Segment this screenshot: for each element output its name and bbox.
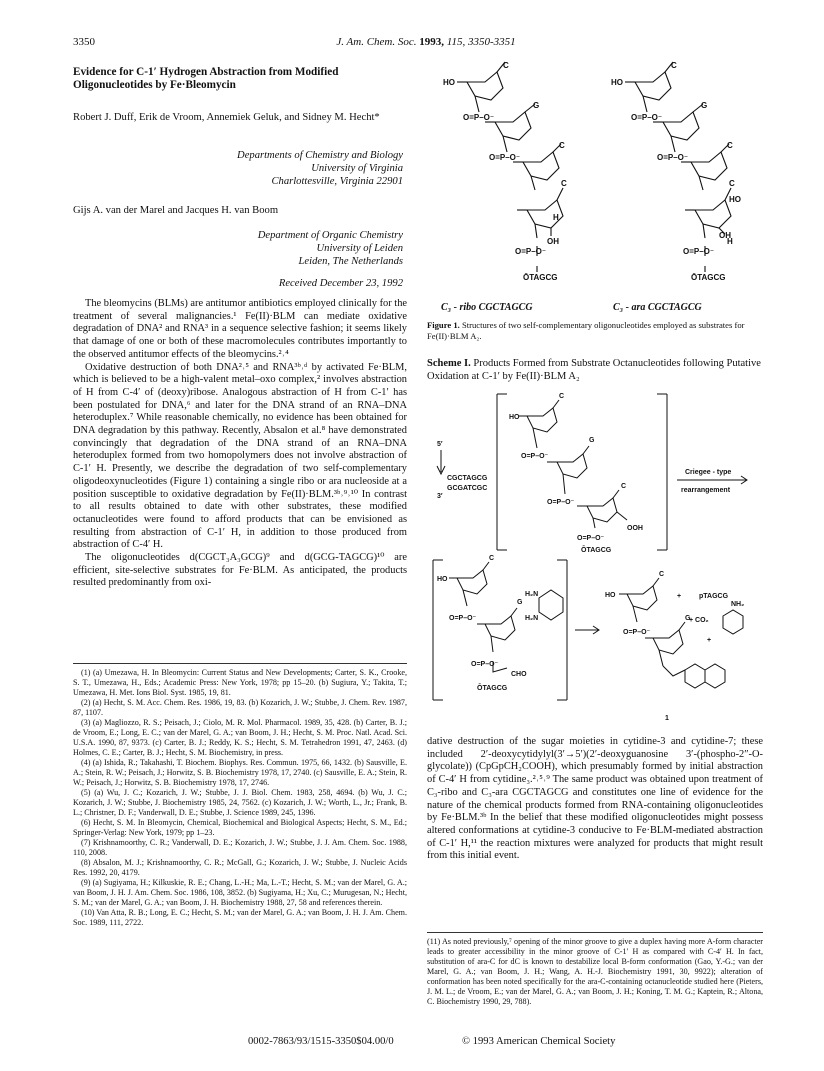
duplex-top: CGCTAGCG [447, 475, 488, 482]
body-paragraph: dative destruction of the sugar moieties in cytidine-3 and cytidine-7; these included 2′-deoxycytidylyl(3′→5′)(2′-deoxyguanosine 3′-(phospho-2″-O-glycolate)) (CpGpCH₂COOH), which presumably formed by initial abstraction of C-4′ H from cytidine₃.²˒⁵˒⁹ The same product was obtained upon treatment of C₃-ribo and C₃-ara CGCTAGCG and constitutes one line of evidence for the nature of the chemical products formed from RNA-containing oligonucleotides by Fe·BLM.³ᵇ In the belief that these modified oligonucleotides might possess altered conformations at cytidine-3 conducive to Fe·BLM-mediated abstraction of C-1′ H,¹¹ the reaction mixtures were analyzed for products that might result from this initial event. [427, 736, 763, 862]
base-label: C [559, 141, 565, 150]
received-date: Received December 23, 1992 [278, 278, 403, 289]
phosphate-label: O=P–O⁻ [683, 247, 715, 256]
phosphate-label: O=P–O⁻ [577, 535, 605, 542]
nh2-label: NH₂ [731, 601, 745, 608]
oh-label: OH [547, 237, 559, 246]
plus-sign: + [707, 637, 712, 644]
phosphate-label: O=P–O⁻ [463, 113, 495, 122]
copyright: © 1993 American Chemical Society [462, 1036, 616, 1047]
affiliation-2-line: Leiden, The Netherlands [298, 256, 403, 267]
scheme-1-title-text: Products Formed from Substrate Octanucleotides following Putative Oxidation at C-1′ by Fe(II)·BLM A₂ [427, 358, 761, 382]
left-body-text [73, 298, 407, 590]
affiliation-2-line: University of Leiden [316, 243, 403, 254]
ho-label: HO [611, 78, 623, 87]
ptagcg-label: pTAGCG [699, 593, 729, 600]
author-list-1: Robert J. Duff, Erik de Vroom, Annemiek Geluk, and Sidney M. Hecht* [73, 112, 380, 123]
base-label: C [503, 61, 509, 70]
article-title: Evidence for C-1′ Hydrogen Abstraction from Modified Oligonucleotides by Fe·Bleomycin [73, 66, 339, 91]
body-paragraph: The bleomycins (BLMs) are antitumor antibiotics employed clinically for the treatment of several malignancies.¹ Fe(II)·BLM can mediate oxidative degradation of DNA² and RNA³ in a sequence selective fashion; it seems likely that damage of one or both of these macromolecules contributes importantly to the observed antitumor effects of the bleomycins.²˒⁴ [73, 298, 407, 360]
ho-label: HO [437, 576, 448, 583]
reference-item: (2) (a) Hecht, S. M. Acc. Chem. Res. 1986, 19, 83. (b) Kozarich, J. W.; Stubbe, J. Chem. Rev. 1987, 87, 1107. [73, 698, 407, 717]
base-label: C [729, 179, 735, 188]
base-label: C [659, 571, 665, 578]
affiliation-1 [195, 149, 403, 188]
base-label: G [517, 599, 523, 606]
cho-label: CHO [511, 671, 527, 678]
base-label: G [685, 615, 691, 622]
tail-label: ŌTAGCG [523, 273, 558, 282]
h2n-label: H₂N [525, 615, 539, 622]
reference-item: (6) Hecht, S. M. In Bleomycin, Chemical, Biochemical and Biological Aspects; Hecht, S. M., Ed.; Springer-Verlag: New York, 1979; pp 1–23. [73, 818, 407, 837]
base-label: C [561, 179, 567, 188]
tail-label: ŌTAGCG [581, 547, 612, 554]
affiliation-1-line: University of Virginia [311, 163, 403, 174]
phosphate-label: O=P–O⁻ [623, 629, 651, 636]
five-prime-label: 5′ [437, 441, 443, 448]
reference-item: (3) (a) Magliozzo, R. S.; Peisach, J.; Ciolo, M. R. Mol. Pharmacol. 1989, 35, 428. (b) Carter, B. J.; de Vroom, E.; Long, E. C.; van der Marel, G. A.; van Boom, J. H.; Hecht, S. M. Proc. Natl. Acad. Sci. U.S.A. 1990, 87, 9373. (c) Carter, B. J.; Reddy, K. S.; Hecht, S. M. Tetrahedron 1991, 47, 2463. (d) Holmes, C. E.; Carter, B. J.; Hecht, S. M. Biochemistry, in press. [73, 718, 407, 757]
author-list-2: Gijs A. van der Marel and Jacques H. van Boom [73, 205, 279, 216]
reference-item: (7) Krishnamoorthy, C. R.; Vanderwall, D. E.; Kozarich, J. W.; Stubbe, J. J. Am. Chem. Soc. 1988, 110, 2008. [73, 838, 407, 857]
right-body-text [427, 736, 763, 863]
base-label: G [589, 437, 595, 444]
tail-label: ŌTAGCG [691, 273, 726, 282]
arrow-label-criegee: Criegee - type [685, 469, 732, 476]
phosphate-label: O=P–O⁻ [515, 247, 547, 256]
phosphate-label: O=P–O⁻ [489, 153, 521, 162]
scheme-1-label: Scheme I. [427, 358, 471, 369]
three-prime-label: 3′ [437, 493, 443, 500]
base-label: G [701, 101, 708, 110]
ho-label: HO [729, 195, 741, 204]
journal-volume-pages: 115, 3350-3351 [446, 36, 516, 48]
ho-label: HO [605, 592, 616, 599]
figure-1-label-ara: C₃ - ara CGCTAGCG [613, 302, 702, 313]
figure-1-caption-text: Structures of two self-complementary oligonucleotides employed as substrates for Fe(II)·BLM A₂. [427, 320, 745, 341]
base-label: C [727, 141, 733, 150]
journal-reference [276, 36, 576, 48]
arrow-label-rearrangement: rearrangement [681, 487, 731, 494]
phosphate-label: O=P–O⁻ [521, 453, 549, 460]
base-label: G [533, 101, 540, 110]
references [73, 663, 407, 928]
figure-1-caption [427, 320, 763, 341]
figure-1-caption-label: Figure 1. [427, 320, 460, 330]
journal-year: 1993, [419, 36, 445, 48]
h2n-label: H₂N [525, 591, 539, 598]
base-label: C [621, 483, 627, 490]
phosphate-label: O=P–O⁻ [547, 499, 575, 506]
figure-1-label-ribo: C₃ - ribo CGCTAGCG [441, 302, 533, 313]
page-number: 3350 [73, 36, 95, 48]
reference-item: (9) (a) Sugiyama, H.; Kilkuskie, R. E.; Chang, L.-H.; Ma, L.-T.; Hecht, S. M.; van der Marel, G. A.; van Boom, J. H. J. Am. Chem. Soc. 1986, 108, 3852. (b) Sugiyama, H.; Xu, C.; Murugesan, N.; Hecht, S. M.; van der Marel, G. A.; van Boom, J. H. Biochemistry 1988, 27, 58 and references therein. [73, 878, 407, 907]
duplex-bottom: GCGATCGC [447, 485, 488, 492]
h-label: H [727, 237, 733, 246]
scheme-1-diagram [427, 390, 763, 730]
journal-name: J. Am. Chem. Soc. [336, 36, 417, 48]
affiliation-1-line: Departments of Chemistry and Biology [237, 150, 403, 161]
body-paragraph: The oligonucleotides d(CGCT₃A₃GCG)⁹ and d(GCG-TAGCG)¹⁰ are efficient, site-selective substrates for Fe·BLM. As anticipated, the products resulted predominantly from oxi- [73, 552, 407, 589]
plus-sign: + [677, 593, 682, 600]
reference-item: (4) (a) Ishida, R.; Takahashi, T. Biochem. Biophys. Res. Commun. 1975, 66, 1432. (b) Sausville, E. A.; Stein, R. W.; Peisach, J.; Horwitz, S. B. Biochemistry 1978, 17, 2740. (c) Sausville, E. A.; Stein, R. W.; Peisach, J.; Horwitz, S. B. Biochemistry 1978, 17, 2746. [73, 758, 407, 787]
article-code: 0002-7863/93/1515-3350$04.00/0 [248, 1036, 394, 1047]
co2-label: + CO₂ [689, 617, 709, 624]
affiliation-1-line: Charlottesville, Virginia 22901 [271, 176, 403, 187]
figure-1-structures [427, 60, 763, 300]
footnote-11: (11) As noted previously,⁷ opening of the minor groove to give a duplex having more A-form character leads to greater accessibility in the minor groove of C-1′ H as compared with C-4′ H. In fact, substitution of ara-C for dC is known to destabilize local B-form conformation (Gao, Y.-G.; van der Marel, G. A.; van Boom, J. H.; Wang, A. H.-J. Biochemistry 1991, 30, 9922); alteration of conformation has been noted specifically for the ara-C-containing octanucleotide studied here (Pieters, J. M. L.; de Vroom, E.; van der Marel, G. A.; van Boom, J. H.; Koning, T. M. G.; Kaptein, R.; Altona, C. Biochemistry 1990, 29, 788). [427, 932, 763, 1007]
phosphate-label: O=P–O⁻ [631, 113, 663, 122]
compound-number: 1 [665, 715, 669, 722]
phosphate-label: O=P–O⁻ [449, 615, 477, 622]
phosphate-label: O=P–O⁻ [471, 661, 499, 668]
base-label: C [489, 555, 495, 562]
affiliation-2-line: Department of Organic Chemistry [257, 230, 403, 241]
base-label: C [559, 393, 565, 400]
oh-label: OH [719, 231, 731, 240]
reference-item: (1) (a) Umezawa, H. In Bleomycin: Current Status and New Developments; Carter, S. K., Crooke, S. T., Umezawa, H., Eds.; Academic Press: New York, 1978; pp 15–20. (b) Sugiura, Y.; Takita, T.; Umezawa, H. Met. Ions Biol. Syst. 1985, 19, 81. [73, 668, 407, 697]
reference-item: (8) Absalon, M. J.; Krishnamoorthy, C. R.; McGall, G.; Kozarich, J. W.; Stubbe, J. Nucleic Acids Res. 1992, 20, 4179. [73, 858, 407, 877]
scheme-1-title [427, 357, 763, 383]
reference-item: (10) Van Atta, R. B.; Long, E. C.; Hecht, S. M.; van der Marel, G. A.; van Boom, J. H. J. Am. Chem. Soc. 1989, 111, 2722. [73, 908, 407, 927]
reference-item: (5) (a) Wu, J. C.; Kozarich, J. W.; Stubbe, J. J. Biol. Chem. 1983, 258, 4694. (b) Wu, J. C.; Kozarich, J. W.; Stubbe, J. Biochemistry 1985, 24, 7562. (c) Kozarich, J. W.; Worth, L., Jr.; Frank, B. L.; Christner, D. F.; Vanderwall, D. E.; Stubbe, J. Science 1989, 245, 1396. [73, 788, 407, 817]
affiliation-2 [195, 229, 403, 268]
ho-label: HO [443, 78, 455, 87]
ooh-label: OOH [627, 525, 643, 532]
ho-label: HO [509, 414, 520, 421]
tail-label: ŌTAGCG [477, 685, 508, 692]
body-paragraph: Oxidative destruction of both DNA²˒⁵ and RNA³ᵇ˒ᵈ by activated Fe·BLM, which is believed to be a high-valent metal–oxo complex,² involves abstraction of H from C-4′ of (deoxy)ribose. Analogous abstraction of H from C-1′ has been postulated for DNA,⁶ and later for the DNA strand of an RNA–DNA heteroduplex.⁷ While reasonable chemically, no evidence has been obtained for DNA degradation by this pathway. Recently, Absalon et al.⁸ have demonstrated convincingly that degradation of the DNA strand of an RNA–DNA heteroduplex formed from two homopolymers does not involve abstraction of C-1′ H. Presently, we describe the degradation of two self-complementary oligodeoxynucleotides (Figure 1) containing a single ribo or ara nucleoside at a position susceptible to oxidative degradation by Fe(II)·BLM.³ᵇ˒⁹˒¹⁰ In contrast to all results obtained to date with other substrates, these modified octanucleotides were found to afford products that can be envisioned as resulting from abstraction of C-1′ H, in addition to those produced from abstraction of C-4′ H. [73, 361, 407, 551]
base-label: C [671, 61, 677, 70]
h-label: H [553, 213, 559, 222]
phosphate-label: O=P–O⁻ [657, 153, 689, 162]
